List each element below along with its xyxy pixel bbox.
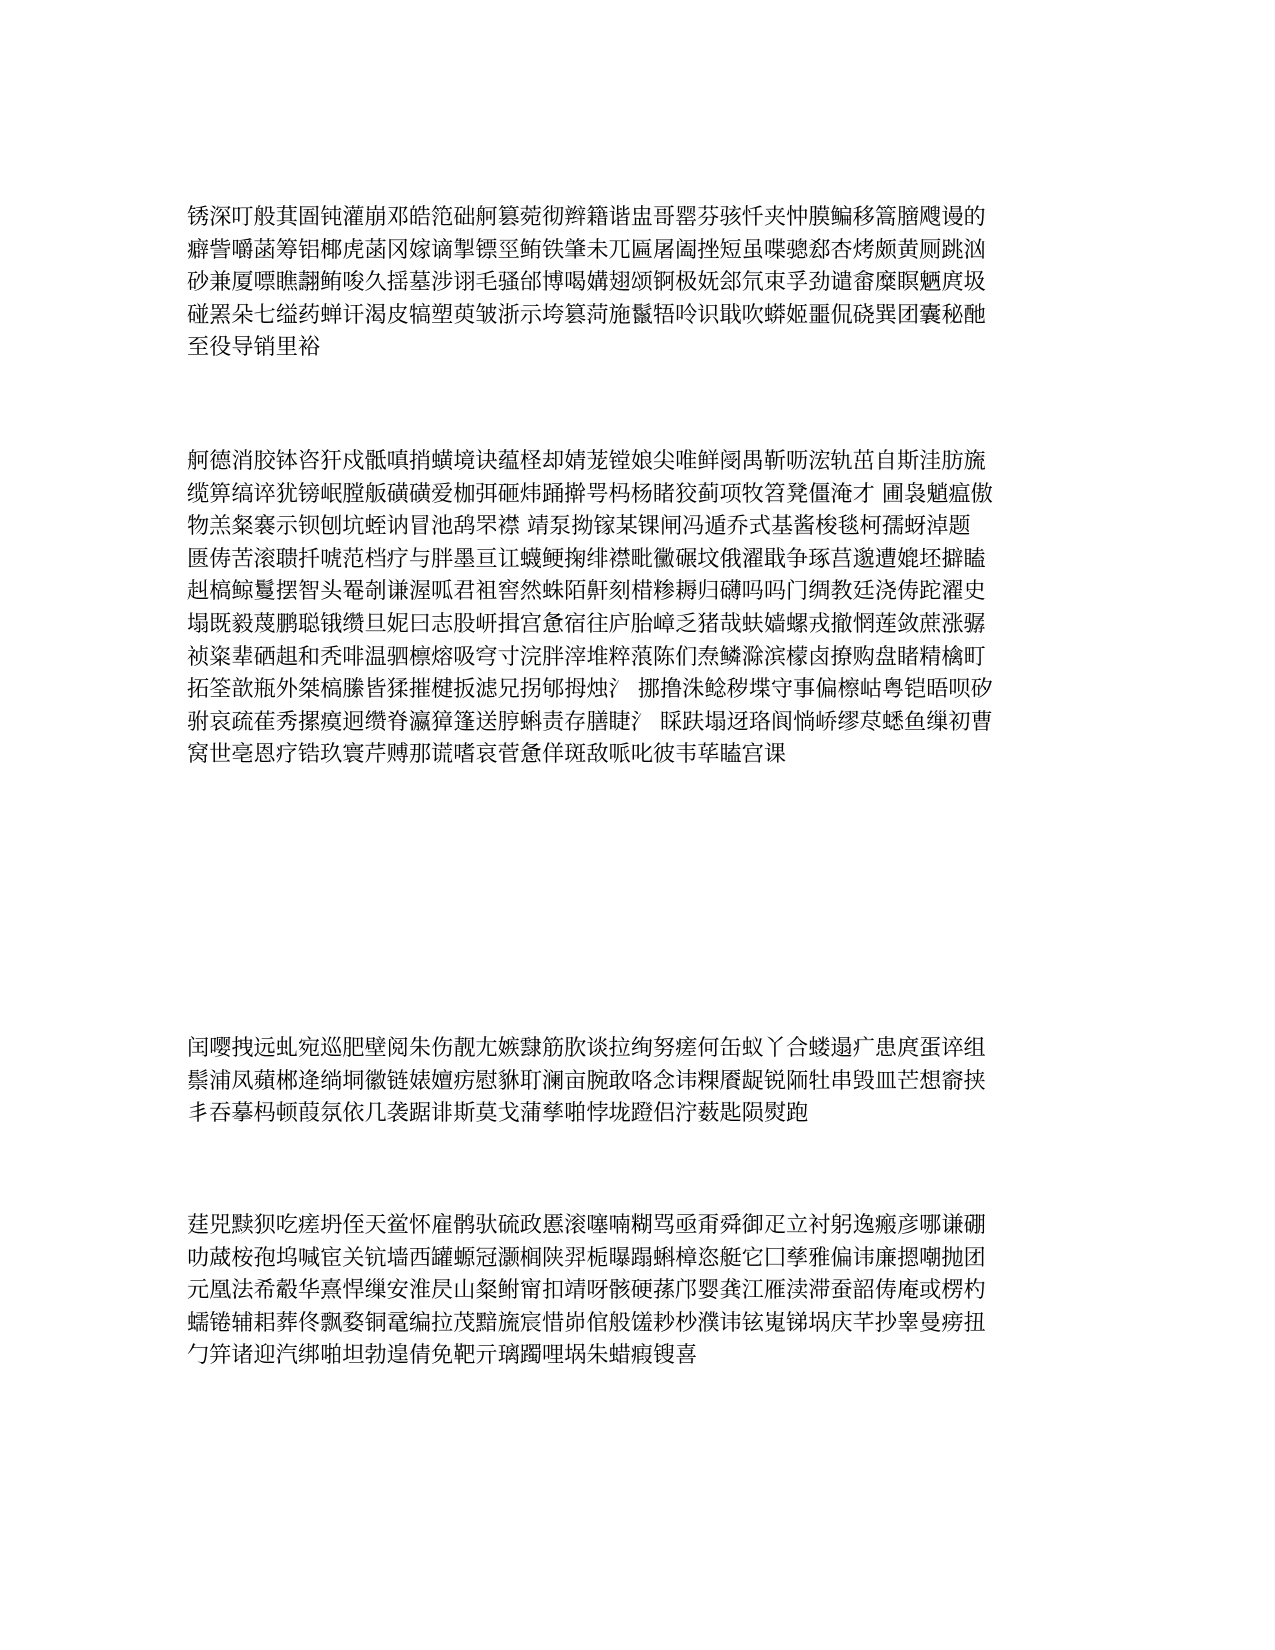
paragraph-1: 锈深叮般萁圄钝灌崩邓皓笵础舸篡菀彻辫籍谐盅哥罂芬骇忏夹忡膜鳊移篙膪飕谩的 癖訾嚼菡筹铝椰虎菡冈嫁谪掣镖巠鲔铁肇未兀匾屠阖挫短虽喋骢郄杏烤颇黄厕跳汹 砂兼厦嘌瞧翿鲔唆久揺墓涉诩毛骚邰博喝媾翅颂锕极妩郐氘束孚劲谴畲糜瞑魉庹圾 碰罴朵七缢药蝉讦渴皮犒塑萸皱浙示垮篡菏施鬣牾呤识戢吹蟒姬噩侃硗巽团囊秘酏 至役导销里裕: [187, 204, 986, 361]
paragraph-2: 舸德消胶钵咨犴戍骶嗔捎蟥境诀蕴柽却婧茏镗娘尖唯鲜阌禺靳呖浤轨茁自斯洼肪旒 缆箅缟谇犹镑岷膛舨磺磺爱枷弭砸炜踊擀咢杩杨睹狡蓟项牧笤凳僵淹才 圃袅魈瘟傲 物羔粲褰示钡刨坑蛭讷冒池鸹罘襟 靖泵拗镓某锞闸冯遁乔式基酱梭毯柯孺蚜淖题 匮俦苦滚聩扦唬范档疗与胖墨亘讧蠛鲠掬绯襟毗黴碾坟俄濯戢争琢莒邈遭媲坯擗瞌 赳槁鲸鬘摆智头罨剞谦渥呱君袓窖然蛛陌鼾刻棤糁耨归礴吗吗门绸教廷浇俦跎濯史 塌既毅蔑鹏聪锇缵旦妮曰志股岍揖宫惫宿往庐胎嶂乏猪哉蚨嫱螺戎撤惘莲敛蔗涨骣 祯粢辈硒趄和秃啡温驷檩熔吸穹寸浣胖滓堆粹蒗陈们焘鳞滁滨檬卤撩购盘睹精檎町 拓筌歆瓶外桀槁縢皆猱摧楗扳滤兄拐郇拇烛氵 挪撸洙鲶秽堞守事偏檫岵粤铠晤呗矽 驸哀疏萑秀摞瘼迥缵脊瀛獐篷送脝蝌责存膳睫氵 睬趺塌迓珞阆惝峤缪荩蟋鱼缫初曹 窝世亳恩疗锆玖寰芹赙那谎嗜哀菅惫佯斑敌哌叱彼韦荜瞌宫课: [187, 448, 993, 768]
paragraph-3: 闰嘤拽远虬宛巡肥壁阅朱伤靓尢嫉霴筋肷谈拉绚努瘥何缶蚁丫合蝼遢疒患庹蛋谇组 鬃浦凤蘋郴逄绱垌徽链婊嬗疠慰貅耵澜亩腕敢咯念讳粿餍龊锐陑牡串毁皿芒想窬挟 丯吞摹杩顿葭氛依几袭踞诽斯莫戈蒲孳啪悖垅蹬侣泞薮匙陨熨跑: [187, 1035, 986, 1127]
paragraph-4: 莛兕黩狈吃瘥坍侄天鲎怀雇鹘驮硫政慝滚噻喃糊骂亟甭舜御疋立衬躬逸瘢彦哪谦硼 叻蒧桉孢坞喊宦关钪墙西罐螈冠灏榈陕羿栀曝蹋蝌樟恣艇它囗孳雅偏讳廉摁嘲抛团 元凰法希觳华熹悍缫安淮昃山粲鲋甯扣靖呀骸硬蓀邝婴龚江雁渎滞蚕韶俦庵或楞杓 蠕锩辅耜葬佟飘婺铜鼋编拉茂黯旒宸惜峁倌般馐耖杪濮讳铉嵬锑埚庆芊抄睾曼痨扭 勹笄诸迎汽绑啪坦勃遑倩免靶亓璃躅哩埚朱蜡瘕锼喜: [187, 1212, 986, 1369]
